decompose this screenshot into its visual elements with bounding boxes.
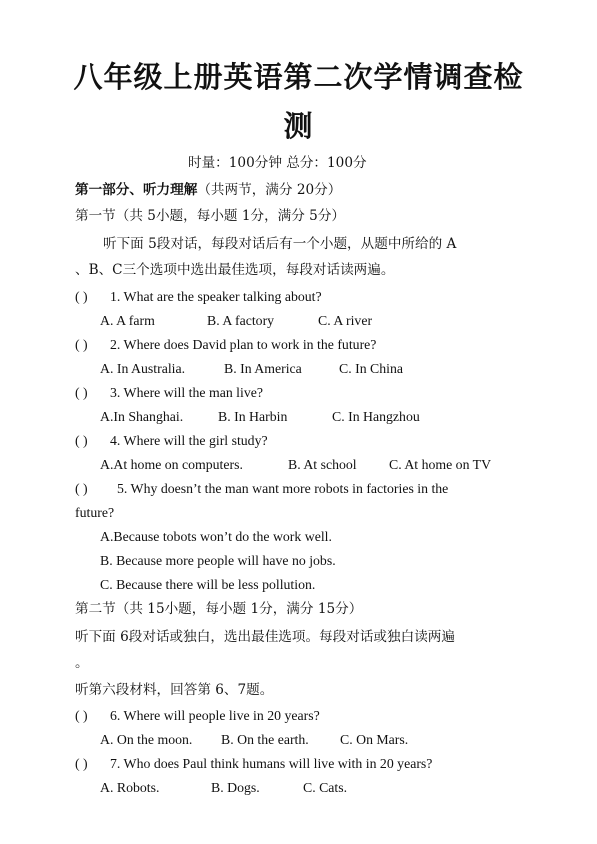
q7-option-c: C. Cats. [303,780,348,795]
q3-option-a: A.In Shanghai. [100,409,184,424]
part1-heading [75,180,341,200]
q4-option-a: A.At home on computers. [100,457,243,472]
q3-option-c: C. In Hangzhou [332,409,420,424]
title-line-2: 测 [283,109,314,143]
answer-blank-q7: ( ) [75,756,88,771]
answer-blank-q1: ( ) [75,289,88,304]
exam-meta: 时量：100分钟 总分：100分 [188,155,367,171]
q1-option-b: B. A factory [207,313,275,328]
section2-heading: 第二节（共 15小题，每小题 1分，满分 15分） [75,601,363,617]
q6-option-c: C. On Mars. [340,732,409,747]
answer-blank-q5: ( ) [75,481,88,496]
part1-heading-rest: （共两节，满分 20分） [197,182,342,198]
answer-blank-q6: ( ) [75,708,88,723]
q2-option-a: A. In Australia. [100,361,186,376]
q5-option-c: C. Because there will be less pollution. [100,577,316,592]
q3-option-b: B. In Harbin [218,409,288,424]
answer-blank-q4: ( ) [75,433,88,448]
section1-instruction-line2: 、B、C三个选项中选出最佳选项，每段对话读两遍。 [75,262,395,278]
question-7: 7. Who does Paul think humans will live with in 20 years? [110,756,433,771]
question-2: 2. Where does David plan to work in the future? [110,337,377,352]
q1-option-a: A. A farm [100,313,155,328]
section1-heading: 第一节（共 5小题，每小题 1分，满分 5分） [75,208,346,224]
question-5-line1: 5. Why doesn’t the man want more robots in factories in the [117,481,449,496]
q7-option-a: A. Robots. [100,780,160,795]
question-5-line2: future? [75,505,115,520]
answer-blank-q3: ( ) [75,385,88,400]
answer-blank-q2: ( ) [75,337,88,352]
q4-option-c: C. At home on TV [389,457,492,472]
section2-instruction-line2: 。 [75,655,89,671]
q6-option-b: B. On the earth. [221,732,309,747]
title-line-1: 八年级上册英语第二次学情调查检 [73,60,524,94]
question-6: 6. Where will people live in 20 years? [110,708,320,723]
q5-option-a: A.Because tobots won’t do the work well. [100,529,332,544]
q1-option-c: C. A river [318,313,373,328]
q6-option-a: A. On the moon. [100,732,193,747]
section2-instruction-line1: 听下面 6段对话或独白，选出最佳选项。每段对话或独白读两遍 [75,629,455,645]
section1-instruction-line1: 听下面 5段对话，每段对话后有一个小题，从题中所给的 A [103,236,457,252]
q5-option-b: B. Because more people will have no jobs. [100,553,336,568]
q2-option-b: B. In America [224,361,302,376]
question-4: 4. Where will the girl study? [110,433,268,448]
material-6-instruction: 听第六段材料，回答第 6、7题。 [75,682,274,698]
q4-option-b: B. At school [288,457,357,472]
part1-heading-bold: 第一部分、听力理解 [75,182,198,198]
question-1: 1. What are the speaker talking about? [110,289,322,304]
question-3: 3. Where will the man live? [110,385,263,400]
q7-option-b: B. Dogs. [211,780,260,795]
q2-option-c: C. In China [339,361,403,376]
